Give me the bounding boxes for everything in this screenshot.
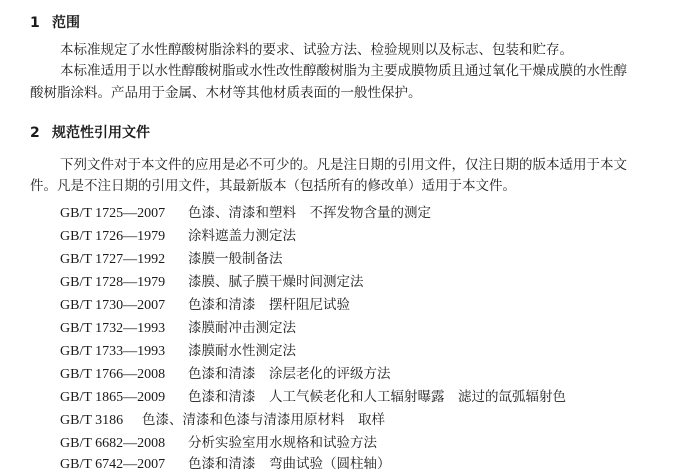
reference-title: 涂料遮盖力测定法 <box>188 228 296 244</box>
reference-title: 色漆和清漆 人工气候老化和人工辐射曝露 滤过的氙弧辐射色 <box>188 389 566 405</box>
reference-title: 色漆和清漆 涂层老化的评级方法 <box>188 366 391 382</box>
reference-code: GB/T 1728—1979 <box>60 275 166 290</box>
reference-item <box>60 201 431 222</box>
reference-code: GB/T 1865—2009 <box>60 390 166 405</box>
reference-item <box>60 362 391 383</box>
reference-code: GB/T 1726—1979 <box>60 229 166 244</box>
reference-item <box>60 452 391 473</box>
reference-code: GB/T 3186 <box>60 413 124 428</box>
reference-title: 色漆和清漆 摆杆阻尼试验 <box>188 297 350 313</box>
reference-item <box>60 316 296 337</box>
reference-code: GB/T 1732—1993 <box>60 321 166 336</box>
reference-item <box>60 224 296 245</box>
reference-title: 漆膜一般制备法 <box>188 251 283 267</box>
reference-item <box>60 270 364 291</box>
reference-item <box>60 385 566 406</box>
section-1-paragraph-2-line-1: 本标准适用于以水性醇酸树脂或水性改性醇酸树脂为主要成膜物质且通过氧化干燥成膜的水性醇 <box>60 63 627 79</box>
reference-title: 色漆和清漆 弯曲试验（圆柱轴） <box>188 456 391 472</box>
reference-item <box>60 431 377 452</box>
reference-code: GB/T 6682—2008 <box>60 436 166 451</box>
reference-code: GB/T 1766—2008 <box>60 367 166 382</box>
section-2-number: 2 <box>30 125 40 141</box>
section-1-title: 范围 <box>52 15 80 31</box>
reference-title: 色漆、清漆和色漆与清漆用原材料 取样 <box>142 412 385 428</box>
reference-code: GB/T 6742—2007 <box>60 457 166 472</box>
section-1-number: 1 <box>30 15 40 31</box>
reference-code: GB/T 1725—2007 <box>60 206 166 221</box>
reference-title: 漆膜耐冲击测定法 <box>188 320 296 336</box>
section-2-heading <box>30 122 150 142</box>
reference-item <box>60 293 350 314</box>
section-1-paragraph-2-line-2: 酸树脂涂料。产品用于金属、木材等其他材质表面的一般性保护。 <box>30 85 422 101</box>
section-2-paragraph-line-1: 下列文件对于本文件的应用是必不可少的。凡是注日期的引用文件，仅注日期的版本适用于本文 <box>60 157 627 173</box>
reference-code: GB/T 1727—1992 <box>60 252 166 267</box>
section-1-paragraph-1: 本标准规定了水性醇酸树脂涂料的要求、试验方法、检验规则以及标志、包装和贮存。 <box>60 42 573 58</box>
reference-item <box>60 247 283 268</box>
reference-item <box>60 339 296 360</box>
section-2-paragraph-line-2: 件。凡是不注日期的引用文件，其最新版本（包括所有的修改单）适用于本文件。 <box>30 178 516 194</box>
section-2-title: 规范性引用文件 <box>52 125 150 141</box>
section-1-heading <box>30 12 80 32</box>
reference-title: 漆膜耐水性测定法 <box>188 343 296 359</box>
reference-title: 分析实验室用水规格和试验方法 <box>188 435 377 451</box>
reference-title: 色漆、清漆和塑料 不挥发物含量的测定 <box>188 205 431 221</box>
reference-code: GB/T 1730—2007 <box>60 298 166 313</box>
reference-item <box>60 408 385 429</box>
reference-code: GB/T 1733—1993 <box>60 344 166 359</box>
reference-title: 漆膜、腻子膜干燥时间测定法 <box>188 274 364 290</box>
